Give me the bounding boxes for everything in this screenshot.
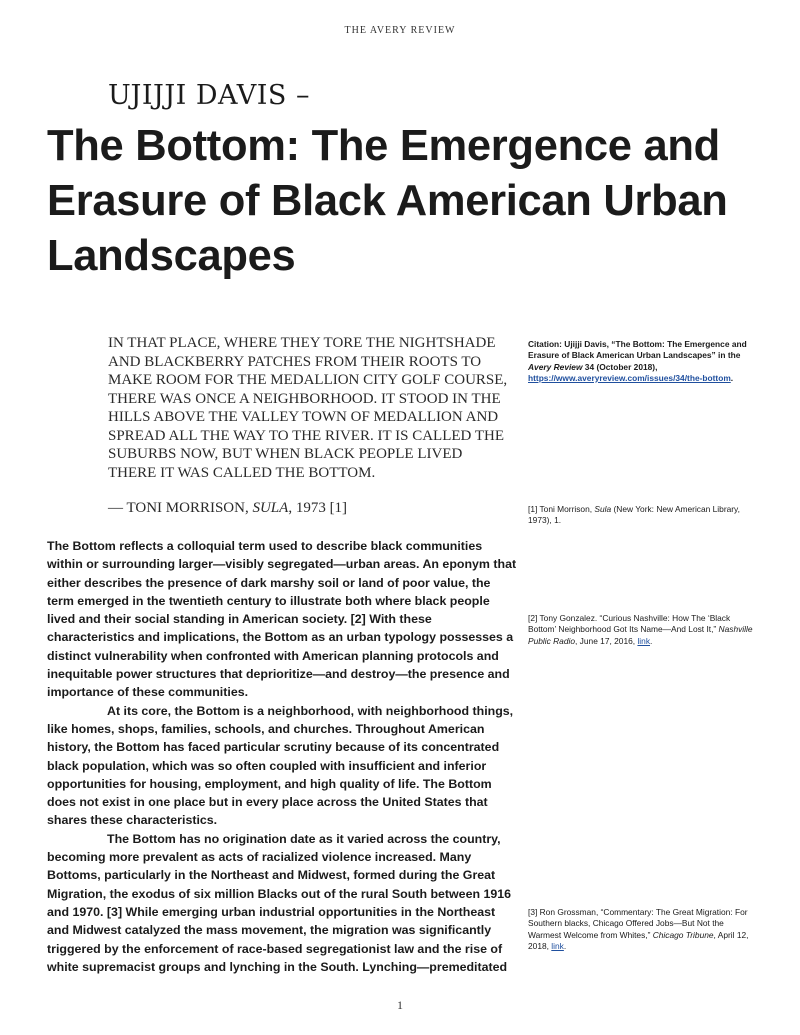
citation-link[interactable]: https://www.averyreview.com/issues/34/the-bottom (528, 372, 731, 383)
citation-issue: 34 (October 2018), (582, 361, 658, 372)
footnote-1-details: (New York: New American Library, 1973), 1. (528, 504, 740, 526)
citation-end: . (730, 372, 734, 383)
footnote-3-text: [3] Ron Grossman, “Commentary: The Great Migration: For Southern blacks, Chicago Offered Jobs—But Not the Warmest Welcome from Whites,” (528, 907, 748, 940)
footnote-2-details: , June 17, 2016, (575, 635, 638, 646)
footnote-2-end: . (650, 635, 653, 646)
footnote-1 (528, 504, 756, 527)
epigraph-quote: IN THAT PLACE, WHERE THEY TORE THE NIGHTSHADE AND BLACKBERRY PATCHES FROM THEIR ROOTS TO MAKE ROOM FOR THE MEDALLION CITY GOLF COURSE, THERE WAS ONCE A NEIGHBORHOOD. IT STOOD IN THE HILLS ABOVE THE VALLEY TOWN OF MEDALLION AND SPREAD ALL THE WAY TO THE RIVER. IT IS CALLED THE SUBURBS NOW, BUT WHEN BLACK PEOPLE LIVED THERE IT WAS CALLED THE BOTTOM. (108, 335, 508, 481)
footnote-1-text: [1] Toni Morrison, (528, 504, 595, 514)
footnote-2-source: Nashville Public Radio (528, 624, 753, 646)
footnote-3-details: , April 12, 2018, (528, 929, 749, 951)
footnote-2-link[interactable]: link (637, 635, 651, 646)
page-number: 1 (397, 998, 403, 1012)
footnote-2 (528, 613, 756, 647)
epigraph-attribution (108, 500, 347, 517)
body-paragraph-1: The Bottom reflects a colloquial term used to describe black communities within or surrounding larger—visibly segregated—urban areas. An eponym that either describes the presence of dark marshy soil or land of poor value, the term emerged in the twentieth century to illustrate both where black people lived and their social standing in American society. [2] With these characteristics and implications, the Bottom as an urban typology possesses a distinct vulnerability when confronted with American planning protocols and inequitable power structures that deprioritize—and destroy—the presence and importance of these communities. (47, 539, 517, 700)
article-body (47, 537, 517, 976)
citation-text: Citation: Ujijji Davis, “The Bottom: The Emergence and Erasure of Black American Urban Landscapes” in the (528, 339, 747, 361)
body-paragraph-2: At its core, the Bottom is a neighborhood, with neighborhood things, like homes, shops, families, schools, and churches. Throughout American history, the Bottom has faced particular scrutiny because of its concentrated black population, which was so often coupled with insufficient and inferior opportunities for housing, employment, and high quality of life. The Bottom does not exist in one place but in every place across the United States that shares these characteristics. (47, 703, 514, 828)
article-title: The Bottom: The Emergence and Erasure of Black American Urban Landscapes (47, 122, 728, 280)
footnote-2-text: [2] Tony Gonzalez. “Curious Nashville: How The ‘Black Bottom’ Neighborhood Got Its Name—And Lost It,” (528, 613, 731, 635)
footnote-3-source: Chicago Tribune (652, 929, 714, 940)
attribution-year: , 1973 [1] (288, 500, 348, 516)
running-head: THE AVERY REVIEW (344, 25, 456, 36)
footnote-1-work: Sula (594, 504, 612, 514)
attribution-work: SULA (252, 500, 289, 516)
citation-journal: Avery Review (528, 361, 583, 372)
footnote-3-end: . (563, 940, 567, 951)
footnote-3-link[interactable]: link (551, 940, 564, 951)
body-paragraph-3: The Bottom has no origination date as it varied across the country, becoming more prevalent as acts of racialized violence increased. Many Bottoms, particularly in the Northeast and Midwest, formed during the Great Migration, the exodus of six million Blacks out of the rural South between 1916 and 1970. [3] While emerging urban industrial opportunities in the Northeast and Midwest catalyzed the mass movement, the migration was significantly triggered by the enforcement of race-based segregationist law and the rise of white supremacist groups and lynching in the South. Lynching—premeditated (47, 831, 512, 974)
footnote-3 (528, 907, 756, 952)
citation-note (528, 339, 756, 384)
author-name: UJIJJI DAVIS – (108, 80, 310, 111)
attribution-author: — TONI MORRISON, (108, 500, 253, 516)
